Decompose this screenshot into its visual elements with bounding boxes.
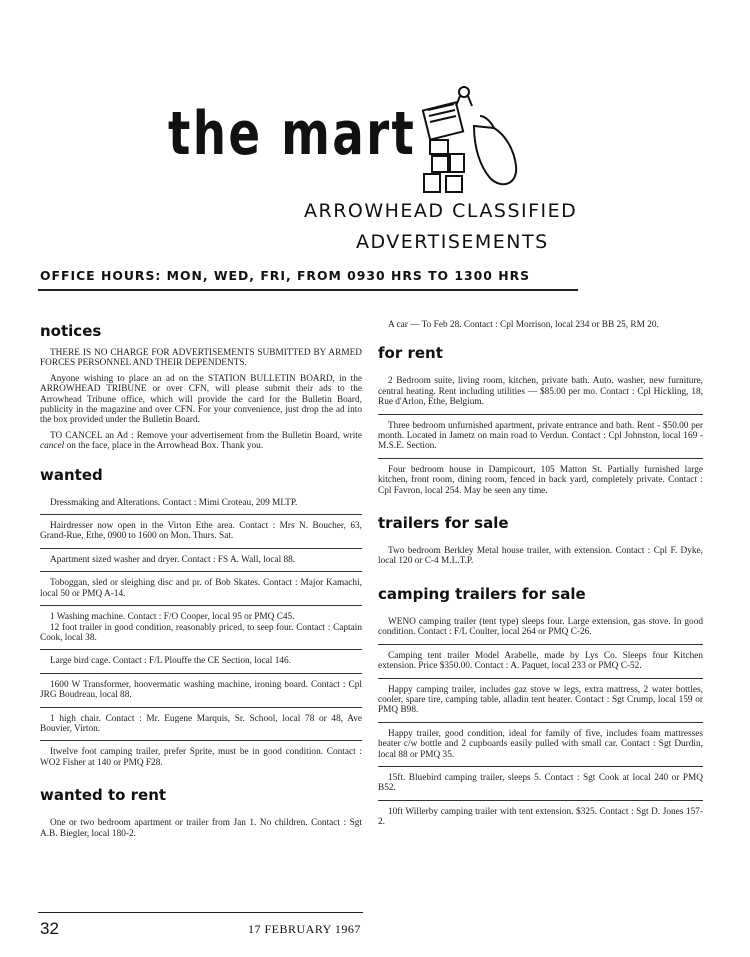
masthead-title: the mart — [168, 99, 417, 169]
list-item: Itwelve foot camping trailer, prefer Sprite, must be in good condition. Contact : WO2 Fisher at 140 or PMQ F28. — [40, 740, 362, 774]
office-hours: OFFICE HOURS: MON, WED, FRI, FROM 0930 HRS TO 1300 HRS — [40, 268, 531, 283]
list-item: 1600 W Transformer, hoovermatic washing machine, ironing board. Contact : Cpl JRG Boudreau, local 88. — [40, 673, 362, 707]
left-column — [40, 322, 362, 845]
wanted-to-rent-heading: wanted to rent — [40, 786, 167, 805]
list-item: Camping tent trailer Model Arabelle, made by Lys Co. Sleeps four Kitchen extension. Price $350.00. Contact : A. Paquet, local 233 or PMQ C-52. — [378, 644, 703, 678]
notices-paragraph: THERE IS NO CHARGE FOR ADVERTISEMENTS SUBMITTED BY ARMED FORCES PERSONNEL AND THEIR DEPENDENTS. — [40, 348, 362, 369]
list-item: Hairdresser now open in the Virton Ethe area. Contact : Mrs N. Boucher, 63, Grand-Rue, Ethe, 0900 to 1600 on Mon. Thurs. Sat. — [40, 514, 362, 548]
trailers-for-sale-heading: trailers for sale — [378, 514, 509, 533]
header-divider — [38, 289, 578, 291]
cancel-text-start: TO CANCEL an Ad : Remove your advertisement from the Bulletin Board, write — [50, 430, 362, 441]
footer-divider — [38, 912, 363, 913]
shopping-bag-icon — [410, 86, 520, 198]
issue-date: 17 FEBRUARY 1967 — [248, 922, 361, 936]
for-rent-heading: for rent — [378, 344, 443, 363]
right-column — [378, 320, 703, 834]
list-item: Dressmaking and Alterations. Contact : Mimi Croteau, 209 MLTP. — [50, 497, 298, 508]
cancel-text-em: cancel — [40, 441, 65, 452]
list-item — [40, 605, 362, 649]
list-item: Three bedroom unfurnished apartment, private entrance and bath. Rent - $50.00 per month. Located in Jametz on main road to Verdun. Contact : Cpl Johnston, local 169 - M.S.E. Section. — [378, 414, 703, 458]
list-item: Toboggan, sled or sleighing disc and pr. of Bob Skates. Contact : Major Kamachi, local 50 or PMQ A-14. — [40, 571, 362, 605]
list-item: Two bedroom Berkley Metal house trailer, with extension. Contact : Cpl F. Dyke, local 120 or C-4 M.L.T.P. — [378, 546, 703, 567]
list-item: Large bird cage. Contact : F/L Plouffe the CE Section, local 146. — [40, 649, 362, 672]
notices-cancel-paragraph — [40, 431, 362, 452]
list-item-line: 1 Washing machine. Contact : F/O Cooper, local 95 or PMQ C45. — [50, 612, 295, 623]
list-item: A car — To Feb 28. Contact : Cpl Morrison, local 234 or BB 25, RM 20. — [388, 320, 659, 330]
list-item: Apartment sized washer and dryer. Contact : FS A. Wall, local 88. — [40, 548, 362, 571]
list-item: Happy trailer, good condition, ideal for family of five, includes foam mattresses heater c/w bottle and 2 cupboards easily pulled with small car. Contact : Sgt Durdin, local 88 or PMQ 35. — [378, 722, 703, 766]
list-item: 15ft. Bluebird camping trailer, sleeps 5. Contact : Sgt Cook at local 240 or PMQ B52. — [378, 766, 703, 800]
subtitle-line-2: ADVERTISEMENTS — [356, 231, 549, 253]
wanted-heading: wanted — [40, 465, 103, 484]
list-item-line: 12 foot trailer in good condition, reasonably priced, to seep four. Contact : Captain Cook, local 38. — [40, 622, 362, 643]
list-item: 1 high chair. Contact : Mr. Eugene Marquis, Sr. School, local 78 or 48, Ave Bouvier, Virton. — [40, 707, 362, 741]
notices-paragraph: Anyone wishing to place an ad on the STATION BULLETIN BOARD, in the ARROWHEAD TRIBUNE or over CFN, will please submit their ads to the Arrowhead Tribune office, which will provide the card for the Bulletin Board, publicity in the magazine and over CFN. For your convenience, just drop the ad into the box provided under the Bulletin Board. — [40, 373, 362, 426]
page-number: 32 — [40, 919, 59, 938]
subtitle-line-1: ARROWHEAD CLASSIFIED — [304, 200, 578, 222]
list-item: Happy camping trailer, includes gaz stove w legs, extra mattress, 2 water bottles, cooler, spare tire, camping table, alladin tent heater. Contact : Sgt Crump, local 159 or PMQ B98. — [378, 678, 703, 722]
list-item: Four bedroom house in Dampicourt, 105 Matton St. Partially furnished large kitchen, front room, dining room, fenced in back yard, completely private. Contact : Cpl Favron, local 254. May be seen any time. — [378, 458, 703, 502]
list-item: WENO camping trailer (tent type) sleeps four. Large extension, gas stove. In good condition. Contact : F/L Coulter, local 264 or PMQ C-26. — [378, 616, 703, 638]
list-item: 2 Bedroom suite, living room, kitchen, private bath. Auto. washer, new furniture, central heating. Rent including utilities — $85.00 per mo. Contact : Cpl Hickling, 18, Rue d'Arlon, Ethe, Belgium. — [378, 376, 703, 408]
camping-trailers-heading: camping trailers for sale — [378, 584, 586, 603]
cancel-text-end: on the face, place in the Arrowhead Box. Thank you. — [64, 441, 264, 452]
list-item: 10ft Willerby camping trailer with tent extension. $325. Contact : Sgt D. Jones 157-2. — [378, 800, 703, 834]
list-item: One or two bedroom apartment or trailer from Jan 1. No children. Contact : Sgt A.B. Biegler, local 180-2. — [40, 818, 362, 839]
notices-heading: notices — [40, 322, 102, 340]
